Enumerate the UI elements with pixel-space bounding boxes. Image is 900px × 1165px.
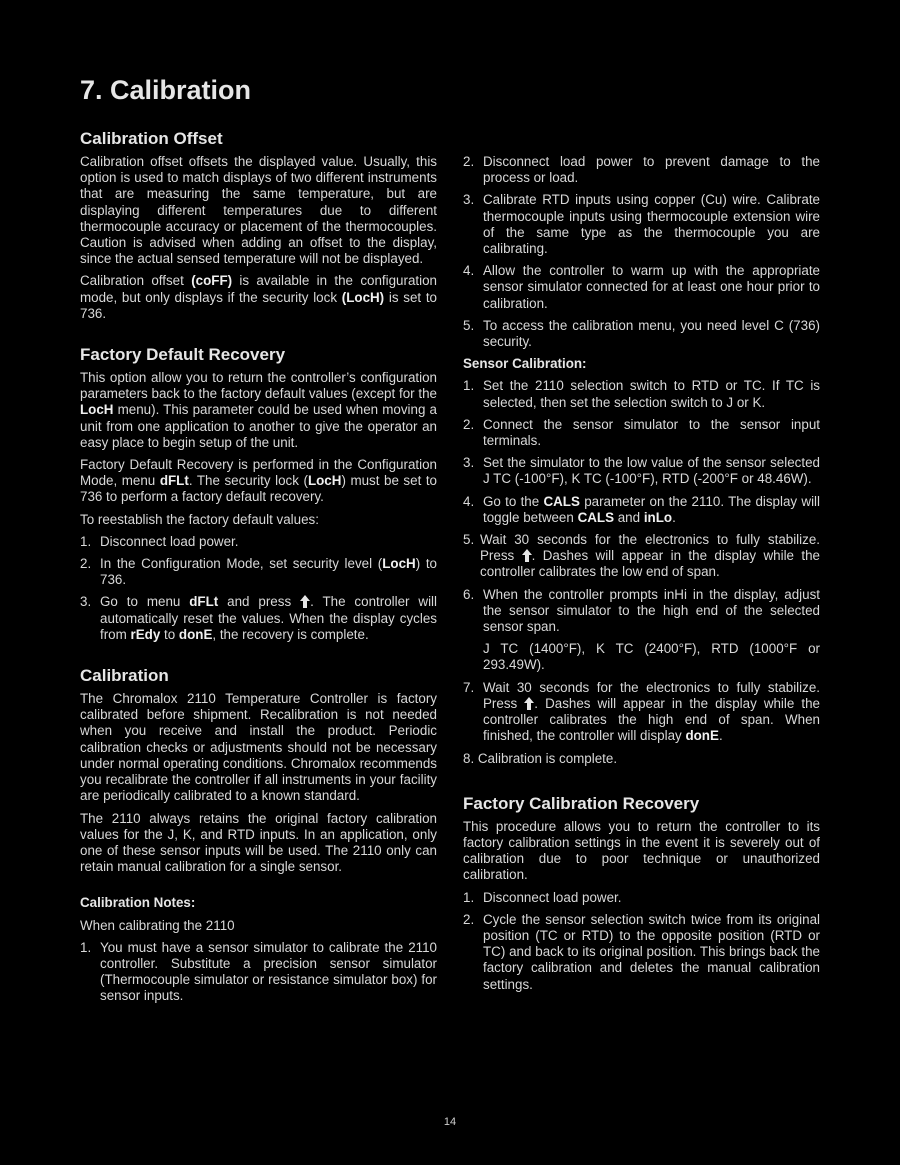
right-column xyxy=(463,154,820,999)
list-item: 2. Connect the sensor simulator to the sensor input terminals. xyxy=(463,416,820,449)
up-arrow-icon xyxy=(524,697,534,710)
calibration-notes-section xyxy=(80,895,437,1004)
sensor-calibration-heading: Sensor Calibration: xyxy=(463,356,587,372)
sensor-calibration-steps-d xyxy=(463,680,820,745)
factory-calibration-paragraph: This procedure allows you to return the controller to its factory calibration settings in the event it is severely out of calibration due to poor technique or unauthorized calibration. xyxy=(463,818,820,883)
calibration-heading: Calibration xyxy=(80,666,169,686)
list-item: 7. Wait 30 seconds for the electronics to fully stabilize. Press . Dashes will appear in the display while the controller calibrates the high end of span. When finished, the controller will display donE. xyxy=(463,679,821,744)
list-item: 2. Disconnect load power to prevent damage to the process or load. xyxy=(463,154,820,186)
list-item: 1. Disconnect load power. xyxy=(463,889,622,905)
up-arrow-icon xyxy=(522,549,532,562)
list-item: 5. To access the calibration menu, you need level C (736) security. xyxy=(463,317,820,350)
up-arrow-icon xyxy=(300,595,310,608)
factory-default-paragraph-2: Factory Default Recovery is performed in the Configuration Mode, menu dFLt. The security lock (LocH) must be set to 736 to perform a factory default recovery. xyxy=(80,457,438,505)
factory-default-steps xyxy=(80,534,437,643)
list-item: 2. In the Configuration Mode, set security level (LocH) to 736. xyxy=(80,556,437,588)
calibration-offset-paragraph-2: Calibration offset (coFF) is available in the configuration mode, but only displays if the security lock (LocH) is set to 736. xyxy=(80,273,437,321)
factory-default-paragraph-3: To reestablish the factory default values: xyxy=(80,511,319,527)
calibration-offset-heading: Calibration Offset xyxy=(80,129,223,148)
factory-calibration-recovery-heading: Factory Calibration Recovery xyxy=(463,793,700,813)
high-span-values: J TC (1400°F), K TC (2400°F), RTD (1000°F or 293.49W). xyxy=(483,641,820,673)
factory-default-paragraph-1: This option allow you to return the controller’s configuration parameters back to the factory default values (except for the LocH menu). This parameter could be used when moving a unit from one application to another to give the operator an easy place to begin setup of the unit. xyxy=(80,370,437,450)
calibration-offset-section xyxy=(80,128,437,322)
factory-default-recovery-section xyxy=(80,344,437,643)
list-item: 4. Allow the controller to warm up with the appropriate sensor simulator connected for at least one hour prior to calibration. xyxy=(463,263,820,311)
calibration-notes-intro: When calibrating the 2110 xyxy=(80,917,235,933)
sensor-calibration-steps-c xyxy=(463,587,820,636)
calibration-notes-steps xyxy=(80,940,437,1005)
list-item: 6. When the controller prompts inHi in the display, adjust the sensor simulator to the high end of the selected sensor span. xyxy=(463,586,820,635)
list-item: 3. Go to menu dFLt and press . The controller will automatically reset the values. When the display cycles from rEdy to donE, the recovery is complete. xyxy=(80,594,437,642)
list-item: 4. Go to the CALS parameter on the 2110. The display will toggle between CALS and inLo. xyxy=(463,493,820,525)
calibration-notes-steps-continued xyxy=(463,154,820,350)
list-item: 1. Disconnect load power. xyxy=(80,533,239,549)
calibration-section xyxy=(80,665,437,875)
calibration-offset-paragraph-1: Calibration offset offsets the displayed value. Usually, this option is used to match displays of two different instruments that are measuring the same temperature, but are displaying different temperatures due to different thermocouple accuracy or placement of the thermocouples. Caution is advised when adding an offset to the display, since the actual sensed temperature will not be displayed. xyxy=(80,154,437,267)
factory-calibration-steps xyxy=(463,890,820,993)
list-item: 1. Set the 2110 selection switch to RTD or TC. If TC is selected, then set the selection switch to J or K. xyxy=(463,378,820,410)
sensor-calibration-steps xyxy=(463,378,820,526)
list-item: 5. Wait 30 seconds for the electronics to fully stabilize. Press . Dashes will appear in the display while the controller calibrates the low end of span. xyxy=(463,532,820,580)
calibration-notes-heading: Calibration Notes: xyxy=(80,895,196,911)
sensor-calibration-section xyxy=(463,356,820,766)
list-item: 2. Cycle the sensor selection switch twice from its original position (TC or RTD) to the opposite position (RTD or TC) and back to its original position. This brings back the factory calibration and deletes the manual calibration settings. xyxy=(463,911,820,992)
factory-calibration-recovery-section xyxy=(463,793,820,993)
calibration-paragraph-1: The Chromalox 2110 Temperature Controller is factory calibrated before shipment. Recalibration is not needed when you receive and install the product. Periodic calibration checks or adjustments should not be necessary under normal operating conditions. Chromalox recommends you recalibrate the controller if all instruments in your facility are periodically calibrated to a known standard. xyxy=(80,691,437,804)
calibration-paragraph-2: The 2110 always retains the original factory calibration values for the J, K, and RTD inputs. In an application, only one of these sensor inputs will be used. The 2110 only can retain manual calibration for a single sensor. xyxy=(80,810,437,875)
page-title: 7. Calibration xyxy=(80,75,252,105)
calibration-complete: 8. Calibration is complete. xyxy=(463,750,618,766)
page-number: 14 xyxy=(443,1116,457,1128)
list-item: 3. Set the simulator to the low value of the sensor selected J TC (-100°F), K TC (-100°F), RTD (-200°F or 48.46W). xyxy=(463,455,820,487)
sensor-calibration-steps-b xyxy=(463,532,820,581)
left-column xyxy=(80,128,437,1011)
list-item: 3. Calibrate RTD inputs using copper (Cu) wire. Calibrate thermocouple inputs using thermocouple extension wire of the same type as the thermocouple you are calibrating. xyxy=(463,192,820,257)
factory-default-recovery-heading: Factory Default Recovery xyxy=(80,345,286,365)
list-item: 1. You must have a sensor simulator to calibrate the 2110 controller. Substitute a precision sensor simulator (Thermocouple simulator or resistance simulator box) for sensor inputs. xyxy=(80,939,437,1004)
